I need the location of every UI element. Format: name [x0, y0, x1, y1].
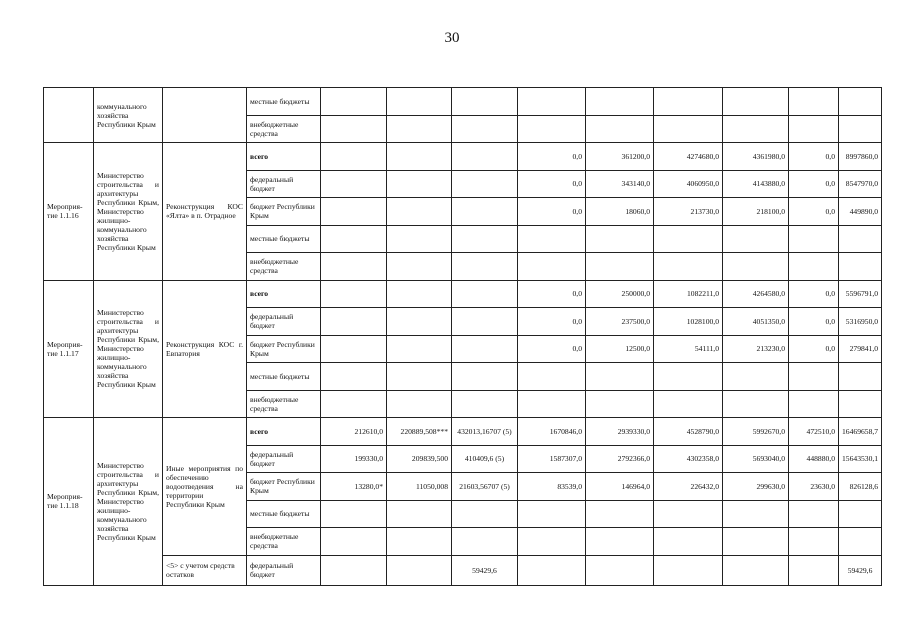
value-cell	[723, 88, 789, 116]
table-row	[44, 88, 882, 116]
value-cell	[387, 335, 452, 363]
table-row	[44, 280, 882, 308]
value-cell: 8547970,0	[839, 170, 882, 198]
value-cell	[321, 280, 387, 308]
value-cell	[586, 363, 654, 391]
value-cell: 15643530,1	[839, 445, 882, 473]
value-cell: 1082211,0	[654, 280, 723, 308]
value-cell: 8997860,0	[839, 143, 882, 171]
value-cell: 0,0	[518, 280, 586, 308]
value-cell	[518, 253, 586, 281]
table-row	[44, 555, 882, 585]
value-cell: 59429,6	[452, 555, 518, 585]
value-cell: 0,0	[518, 170, 586, 198]
funding-source-label: внебюджетные средства	[247, 115, 321, 143]
value-cell	[387, 390, 452, 418]
value-cell	[387, 253, 452, 281]
value-cell: 209839,500	[387, 445, 452, 473]
table-row	[44, 418, 882, 446]
value-cell: 1028100,0	[654, 308, 723, 336]
value-cell	[452, 88, 518, 116]
value-cell	[452, 225, 518, 253]
value-cell	[654, 253, 723, 281]
value-cell: 448880,0	[789, 445, 839, 473]
value-cell	[586, 115, 654, 143]
value-cell	[586, 88, 654, 116]
value-cell	[723, 225, 789, 253]
table-row	[44, 143, 882, 171]
executor-cell: Министерство строительства и архитектуры Республики Крым, Министерство жилищно-коммунального хозяйства Республики Крым	[94, 143, 163, 281]
value-cell	[654, 88, 723, 116]
value-cell	[452, 143, 518, 171]
value-cell: 220889,508***	[387, 418, 452, 446]
event-name-cell: Иные мероприятия по обеспечению водоотведения на территории Республики Крым	[163, 418, 247, 556]
value-cell: 16469658,7	[839, 418, 882, 446]
event-name-cell: Реконструкция КОС «Ялта» в п. Отрадное	[163, 143, 247, 281]
value-cell: 0,0	[518, 198, 586, 226]
value-cell	[518, 363, 586, 391]
value-cell	[654, 115, 723, 143]
funding-source-label: местные бюджеты	[247, 500, 321, 528]
value-cell	[387, 88, 452, 116]
funding-source-label: всего	[247, 418, 321, 446]
value-cell: 0,0	[789, 308, 839, 336]
funding-source-label: местные бюджеты	[247, 363, 321, 391]
value-cell	[321, 390, 387, 418]
value-cell	[387, 170, 452, 198]
value-cell: 4302358,0	[654, 445, 723, 473]
value-cell	[586, 555, 654, 585]
value-cell	[452, 363, 518, 391]
value-cell	[839, 363, 882, 391]
funding-source-label: местные бюджеты	[247, 88, 321, 116]
value-cell: 218100,0	[723, 198, 789, 226]
value-cell: 1587307,0	[518, 445, 586, 473]
value-cell: 0,0	[789, 143, 839, 171]
value-cell	[839, 528, 882, 556]
value-cell: 213730,0	[654, 198, 723, 226]
value-cell: 213230,0	[723, 335, 789, 363]
value-cell	[321, 115, 387, 143]
value-cell: 361200,0	[586, 143, 654, 171]
value-cell: 472510,0	[789, 418, 839, 446]
funding-source-label: всего	[247, 143, 321, 171]
value-cell: 410409,6 (5)	[452, 445, 518, 473]
value-cell: 5316950,0	[839, 308, 882, 336]
value-cell: 0,0	[789, 170, 839, 198]
value-cell	[452, 528, 518, 556]
value-cell	[839, 500, 882, 528]
value-cell: 4143880,0	[723, 170, 789, 198]
value-cell	[723, 363, 789, 391]
value-cell: 4060950,0	[654, 170, 723, 198]
value-cell: 54111,0	[654, 335, 723, 363]
value-cell	[452, 335, 518, 363]
value-cell: 11050,008	[387, 473, 452, 501]
value-cell	[452, 500, 518, 528]
value-cell	[518, 528, 586, 556]
funding-source-label: бюджет Республики Крым	[247, 198, 321, 226]
value-cell	[452, 253, 518, 281]
value-cell	[839, 115, 882, 143]
value-cell: 4264580,0	[723, 280, 789, 308]
value-cell: 18060,0	[586, 198, 654, 226]
value-cell	[321, 555, 387, 585]
value-cell: 279841,0	[839, 335, 882, 363]
value-cell	[789, 88, 839, 116]
event-id-cell: Мероприя-тие 1.1.17	[44, 280, 94, 418]
executor-cell: Министерство строительства и архитектуры Республики Крым, Министерство жилищно-коммунального хозяйства Республики Крым	[94, 280, 163, 418]
value-cell	[321, 335, 387, 363]
value-cell: 343140,0	[586, 170, 654, 198]
value-cell: 0,0	[518, 335, 586, 363]
funding-source-label: внебюджетные средства	[247, 528, 321, 556]
value-cell	[321, 253, 387, 281]
value-cell	[789, 253, 839, 281]
value-cell: 0,0	[518, 143, 586, 171]
value-cell	[518, 115, 586, 143]
value-cell	[723, 500, 789, 528]
value-cell: 2792366,0	[586, 445, 654, 473]
executor-cell: Министерство строительства и архитектуры Республики Крым, Министерство жилищно-коммунального хозяйства Республики Крым	[94, 418, 163, 586]
value-cell	[387, 225, 452, 253]
value-cell	[452, 198, 518, 226]
value-cell	[586, 500, 654, 528]
value-cell	[839, 390, 882, 418]
value-cell	[654, 363, 723, 391]
value-cell	[387, 143, 452, 171]
value-cell	[789, 115, 839, 143]
value-cell	[723, 390, 789, 418]
value-cell: 250000,0	[586, 280, 654, 308]
value-cell	[321, 170, 387, 198]
value-cell	[789, 363, 839, 391]
value-cell: 4274680,0	[654, 143, 723, 171]
value-cell: 83539,0	[518, 473, 586, 501]
value-cell	[321, 528, 387, 556]
value-cell	[387, 115, 452, 143]
value-cell	[387, 500, 452, 528]
event-name-cell: Реконструкция КОС г. Евпатория	[163, 280, 247, 418]
value-cell: 4528790,0	[654, 418, 723, 446]
value-cell	[789, 225, 839, 253]
value-cell: 0,0	[789, 280, 839, 308]
value-cell: 21603,56707 (5)	[452, 473, 518, 501]
funding-source-label: федеральный бюджет	[247, 555, 321, 585]
value-cell	[321, 88, 387, 116]
value-cell: 449890,0	[839, 198, 882, 226]
value-cell	[321, 363, 387, 391]
value-cell	[723, 253, 789, 281]
value-cell	[518, 88, 586, 116]
value-cell: 4051350,0	[723, 308, 789, 336]
value-cell	[452, 308, 518, 336]
value-cell: 13280,0*	[321, 473, 387, 501]
value-cell	[387, 280, 452, 308]
value-cell	[387, 555, 452, 585]
value-cell	[839, 88, 882, 116]
value-cell	[321, 500, 387, 528]
value-cell: 199330,0	[321, 445, 387, 473]
value-cell	[387, 308, 452, 336]
value-cell: 59429,6	[839, 555, 882, 585]
budget-table	[43, 87, 882, 586]
value-cell	[586, 528, 654, 556]
value-cell: 2939330,0	[586, 418, 654, 446]
value-cell	[518, 500, 586, 528]
value-cell	[518, 225, 586, 253]
value-cell: 0,0	[518, 308, 586, 336]
value-cell	[839, 253, 882, 281]
value-cell	[586, 253, 654, 281]
value-cell	[321, 308, 387, 336]
value-cell	[723, 555, 789, 585]
event-id-cell: Мероприя-тие 1.1.16	[44, 143, 94, 281]
value-cell	[789, 555, 839, 585]
funding-source-label: бюджет Республики Крым	[247, 335, 321, 363]
value-cell: 432013,16707 (5)	[452, 418, 518, 446]
value-cell	[452, 115, 518, 143]
value-cell: 5596791,0	[839, 280, 882, 308]
executor-cell: коммунального хозяйства Республики Крым	[94, 88, 163, 143]
value-cell	[723, 115, 789, 143]
value-cell: 0,0	[789, 335, 839, 363]
value-cell: 226432,0	[654, 473, 723, 501]
value-cell	[321, 225, 387, 253]
value-cell	[321, 143, 387, 171]
value-cell	[321, 198, 387, 226]
value-cell	[654, 225, 723, 253]
value-cell	[586, 390, 654, 418]
value-cell: 212610,0	[321, 418, 387, 446]
event-id-cell: Мероприя-тие 1.1.18	[44, 418, 94, 586]
value-cell	[654, 528, 723, 556]
funding-source-label: всего	[247, 280, 321, 308]
funding-source-label: бюджет Республики Крым	[247, 473, 321, 501]
funding-source-label: федеральный бюджет	[247, 170, 321, 198]
funding-source-label: федеральный бюджет	[247, 308, 321, 336]
value-cell: 0,0	[789, 198, 839, 226]
value-cell	[654, 555, 723, 585]
event-id-cell	[44, 88, 94, 143]
value-cell	[723, 528, 789, 556]
value-cell: 5992670,0	[723, 418, 789, 446]
value-cell	[586, 225, 654, 253]
value-cell	[654, 390, 723, 418]
value-cell	[452, 280, 518, 308]
value-cell	[518, 555, 586, 585]
value-cell	[387, 363, 452, 391]
value-cell	[518, 390, 586, 418]
value-cell	[387, 528, 452, 556]
value-cell	[839, 225, 882, 253]
event-name-cell	[163, 88, 247, 143]
value-cell	[654, 500, 723, 528]
value-cell: 299630,0	[723, 473, 789, 501]
value-cell: 826128,6	[839, 473, 882, 501]
funding-source-label: внебюджетные средства	[247, 390, 321, 418]
value-cell: 23630,0	[789, 473, 839, 501]
value-cell	[387, 198, 452, 226]
value-cell: 146964,0	[586, 473, 654, 501]
page-number: 30	[444, 30, 460, 46]
value-cell: 12500,0	[586, 335, 654, 363]
value-cell	[789, 500, 839, 528]
value-cell	[452, 390, 518, 418]
value-cell: 4361980,0	[723, 143, 789, 171]
funding-source-label: внебюджетные средства	[247, 253, 321, 281]
value-cell	[789, 390, 839, 418]
value-cell	[452, 170, 518, 198]
event-name-cell: <5> с учетом средств остатков	[163, 555, 247, 585]
value-cell: 237500,0	[586, 308, 654, 336]
value-cell: 5693040,0	[723, 445, 789, 473]
funding-source-label: местные бюджеты	[247, 225, 321, 253]
value-cell: 1670846,0	[518, 418, 586, 446]
funding-source-label: федеральный бюджет	[247, 445, 321, 473]
value-cell	[789, 528, 839, 556]
